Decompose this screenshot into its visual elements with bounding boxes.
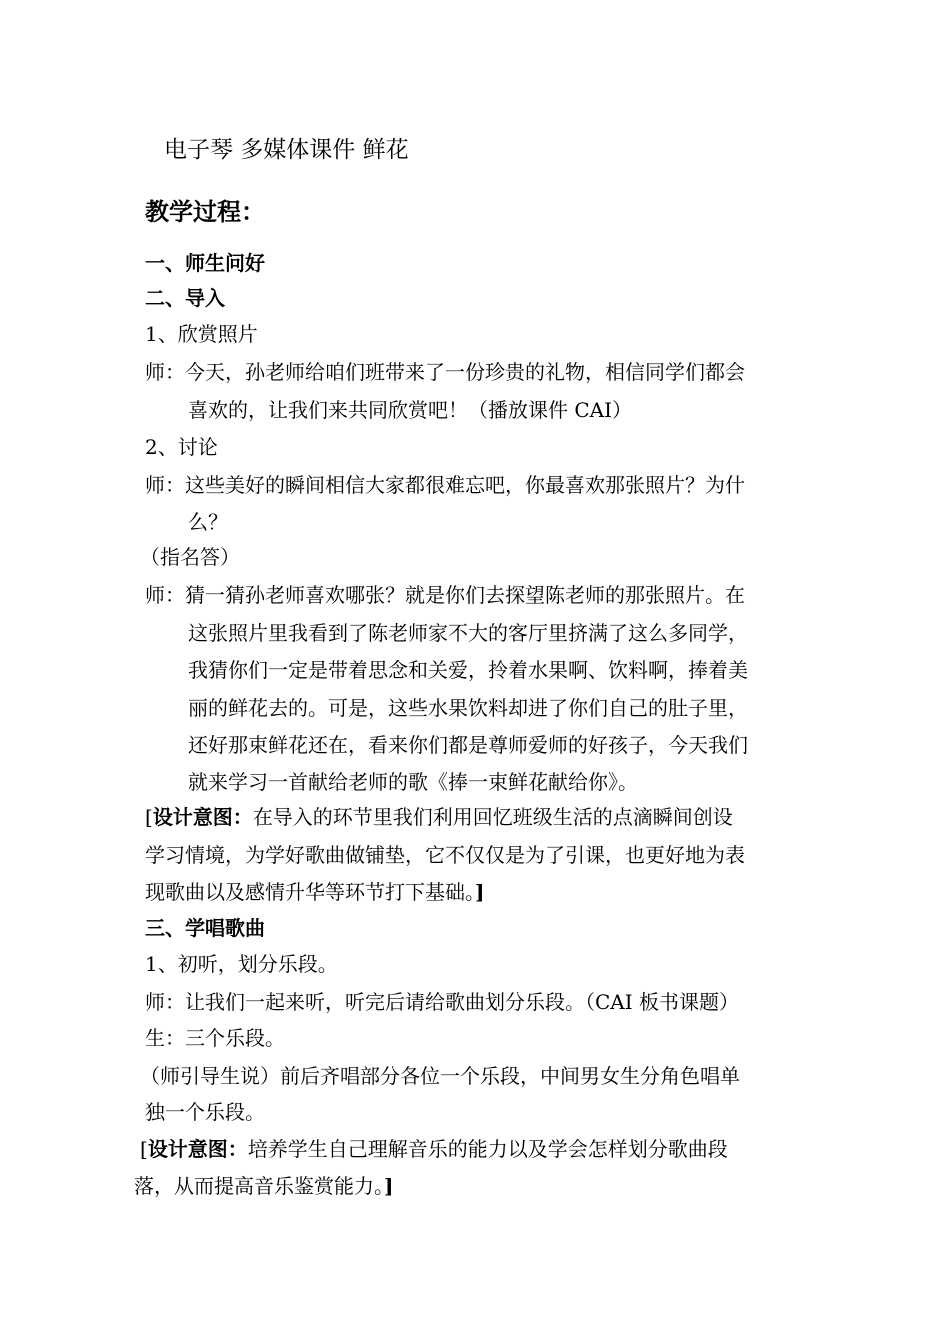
paragraph-4-line-1: 师：猜一猜孙老师喜欢哪张？就是你们去探望陈老师的那张照片。在 <box>145 583 745 607</box>
paragraph-6: 生：三个乐段。 <box>145 1026 285 1050</box>
design-intent-1-line-1 <box>145 803 733 831</box>
paragraph-4-line-2: 这张照片里我看到了陈老师家不大的客厅里挤满了这么多同学， <box>188 621 748 645</box>
section-1-heading: 一、师生问好 <box>145 251 265 275</box>
paragraph-1-line-2: 喜欢的，让我们来共同欣赏吧！（播放课件 CAI） <box>188 398 633 422</box>
design-intent-label: 设计意图： <box>152 805 253 829</box>
teaching-process-heading: 教学过程： <box>145 197 265 226</box>
step-2-1: 1、欣赏照片 <box>145 322 258 346</box>
design-intent-text: 培养学生自己理解音乐的能力以及学会怎样划分歌曲段 <box>247 1137 728 1161</box>
paragraph-3: （指名答） <box>140 545 240 569</box>
bracket-close: ] <box>384 1174 394 1198</box>
paragraph-5: 师：让我们一起来听，听完后请给歌曲划分乐段。（CAI 板书课题） <box>145 990 740 1014</box>
design-intent-text: 现歌曲以及感情升华等环节打下基础。 <box>145 880 475 904</box>
step-2-2: 2、讨论 <box>145 435 218 459</box>
paragraph-4-line-3: 我猜你们一定是带着思念和关爱，拎着水果啊、饮料啊，捧着美 <box>188 658 748 682</box>
paragraph-4-line-5: 还好那束鲜花还在，看来你们都是尊师爱师的好孩子，今天我们 <box>188 733 748 757</box>
paragraph-4-line-4: 丽的鲜花去的。可是，这些水果饮料却进了你们自己的肚子里， <box>188 696 748 720</box>
paragraph-2-line-1: 师：这些美好的瞬间相信大家都很难忘吧，你最喜欢那张照片？为什 <box>145 473 745 497</box>
design-intent-text: 落，从而提高音乐鉴赏能力。 <box>134 1174 384 1198</box>
paragraph-4-line-6: 就来学习一首献给老师的歌《捧一束鲜花献给你》。 <box>188 770 638 794</box>
design-intent-2-line-2 <box>134 1172 393 1200</box>
design-intent-2-line-1 <box>140 1135 728 1163</box>
step-3-1: 1、初听，划分乐段。 <box>145 952 338 976</box>
design-intent-1-line-2: 学习情境，为学好歌曲做铺垫，它不仅仅是为了引课，也更好地为表 <box>145 843 745 867</box>
design-intent-label: 设计意图： <box>147 1137 248 1161</box>
paragraph-7-line-2: 独一个乐段。 <box>145 1100 265 1124</box>
paragraph-1-line-1: 师：今天，孙老师给咱们班带来了一份珍贵的礼物，相信同学们都会 <box>145 360 745 384</box>
bracket-open: [ <box>140 1137 148 1161</box>
bracket-close: ] <box>475 880 485 904</box>
materials-line: 电子琴 多媒体课件 鲜花 <box>164 137 409 163</box>
section-3-heading: 三、学唱歌曲 <box>145 916 265 940</box>
section-2-heading: 二、导入 <box>145 286 225 310</box>
paragraph-7-line-1: （师引导生说）前后齐唱部分各位一个乐段，中间男女生分角色唱单 <box>140 1064 740 1088</box>
paragraph-2-line-2: 么？ <box>188 510 228 534</box>
design-intent-text: 在导入的环节里我们利用回忆班级生活的点滴瞬间创设 <box>252 805 733 829</box>
bracket-open: [ <box>145 805 153 829</box>
design-intent-1-line-3 <box>145 878 484 906</box>
